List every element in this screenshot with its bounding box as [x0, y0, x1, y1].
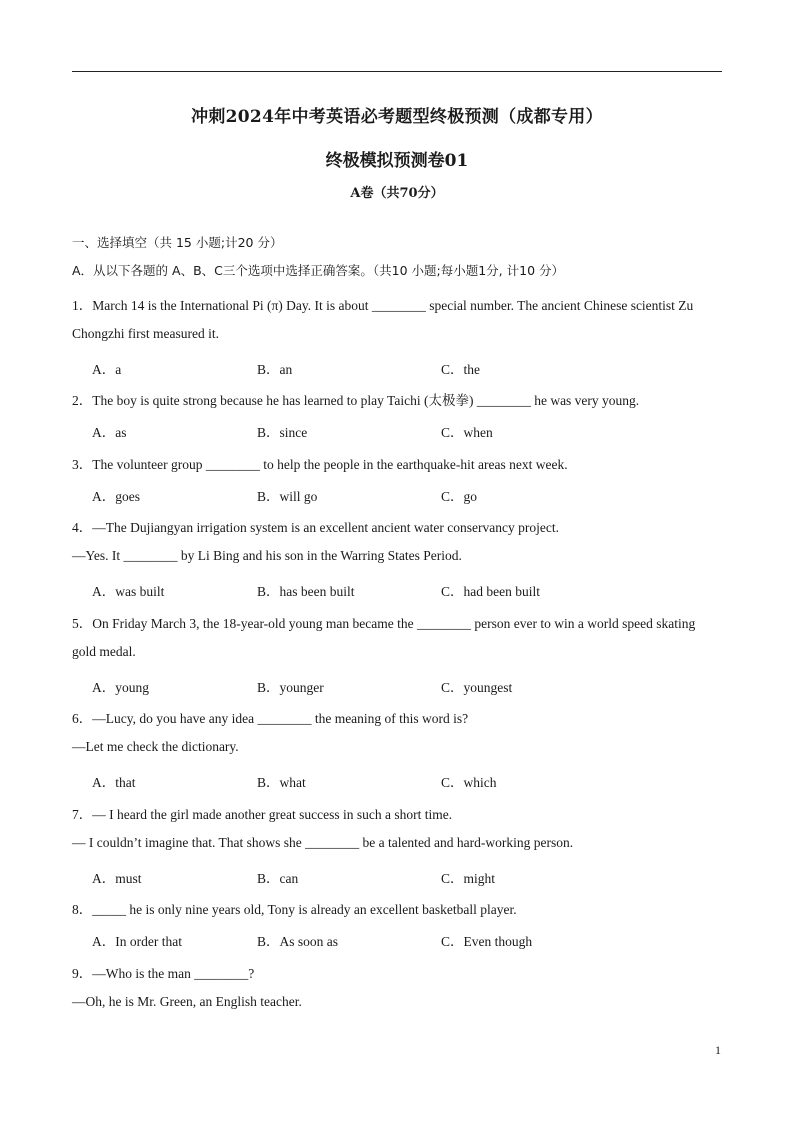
question-1-option-a: A．a: [92, 362, 122, 377]
question-4-option-a: A．was built: [92, 584, 165, 599]
question-3-option-c: C．go: [441, 489, 478, 504]
question-4-option-b: B．has been built: [257, 584, 355, 599]
question-4-line-1: 4．—The Dujiangyan irrigation system is an excellent ancient water conservancy project.: [72, 520, 559, 535]
question-2-option-c: C．when: [441, 425, 493, 440]
question-9-line-1: 9．—Who is the man ________?: [72, 966, 255, 981]
header-rule: [72, 71, 722, 72]
question-5-option-a: A．young: [92, 680, 149, 695]
question-5-line-1: 5．On Friday March 3, the 18-year-old young man became the ________ person ever to win a world speed skating: [72, 616, 696, 631]
question-4-line-2: —Yes. It ________ by Li Bing and his son in the Warring States Period.: [72, 548, 462, 563]
question-8-option-c: C．Even though: [441, 934, 533, 949]
question-3-option-b: B．will go: [257, 489, 318, 504]
question-8-option-b: B．As soon as: [257, 934, 339, 949]
question-1-option-b: B．an: [257, 362, 293, 377]
question-6-line-2: —Let me check the dictionary.: [72, 739, 239, 754]
question-5-option-b: B．younger: [257, 680, 324, 695]
document-title: 冲刺2024年中考英语必考题型终极预测（成都专用）: [191, 107, 603, 127]
question-3-line-1: 3．The volunteer group ________ to help the people in the earthquake-hit areas next week.: [72, 457, 568, 472]
question-7-line-2: — I couldn’t imagine that. That shows she ________ be a talented and hard-working person.: [72, 835, 574, 850]
question-7-option-a: A．must: [92, 871, 142, 886]
question-3-option-a: A．goes: [92, 489, 140, 504]
part-instruction: A．从以下各题的 A、B、C三个选项中选择正确答案。（共10 小题;每小题1分, 计10 分）: [72, 263, 564, 278]
question-2-option-a: A．as: [92, 425, 127, 440]
question-1-line-1: 1．March 14 is the International Pi (π) Day. It is about ________ special number. The ancient Chinese scientist Zu: [72, 298, 694, 313]
question-7-option-b: B．can: [257, 871, 299, 886]
question-8-line-1: 8．_____ he is only nine years old, Tony is already an excellent basketball player.: [72, 902, 517, 917]
question-9-line-2: —Oh, he is Mr. Green, an English teacher.: [72, 994, 302, 1009]
question-1-line-2: Chongzhi first measured it.: [72, 326, 219, 341]
document-subtitle: 终极模拟预测卷01: [325, 151, 469, 171]
question-6-option-a: A．that: [92, 775, 136, 790]
question-2-option-b: B．since: [257, 425, 308, 440]
question-5-line-2: gold medal.: [72, 644, 136, 659]
question-6-option-c: C．which: [441, 775, 497, 790]
section-label: A卷（共70分）: [350, 186, 444, 201]
question-6-option-b: B．what: [257, 775, 306, 790]
question-2-line-1: 2．The boy is quite strong because he has learned to play Taichi (太极拳) ________ he was very young.: [72, 393, 640, 408]
page-number: 1: [715, 1043, 721, 1057]
question-7-line-1: 7．— I heard the girl made another great success in such a short time.: [72, 807, 453, 822]
question-1-option-c: C．the: [441, 362, 480, 377]
part-heading: 一、选择填空（共 15 小题;计20 分）: [72, 235, 283, 250]
question-5-option-c: C．youngest: [441, 680, 513, 695]
question-6-line-1: 6．—Lucy, do you have any idea ________ the meaning of this word is?: [72, 711, 469, 726]
question-8-option-a: A．In order that: [92, 934, 182, 949]
question-4-option-c: C．had been built: [441, 584, 540, 599]
question-7-option-c: C．might: [441, 871, 496, 886]
